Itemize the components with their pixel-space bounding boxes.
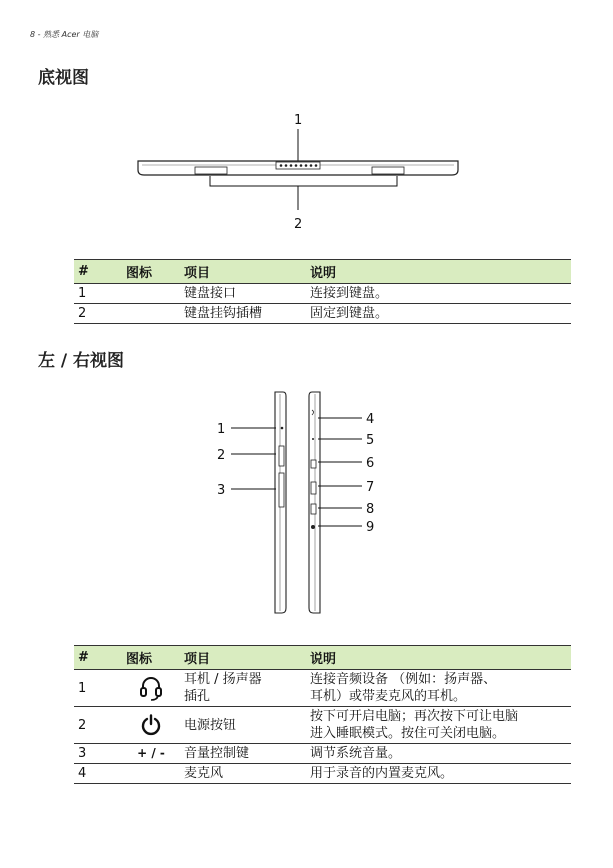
callout-4: 4 (366, 412, 375, 427)
row-num: 2 (74, 304, 122, 324)
callout-8: 8 (366, 502, 375, 517)
callout-1: 1 (294, 113, 303, 128)
bottom-view-diagram (0, 0, 613, 240)
table-row (74, 670, 571, 707)
callout-7: 7 (366, 480, 375, 495)
hook-slot-left (195, 167, 227, 174)
bottom-view-table (74, 259, 571, 324)
row-desc-line: 按下可开启电脑；再次按下可让电脑 (310, 709, 519, 724)
table-row (74, 764, 571, 784)
side-view-diagram (0, 380, 613, 625)
callout-2: 2 (294, 217, 303, 232)
row-item-line: 插孔 (184, 689, 211, 704)
row-icon (122, 670, 180, 707)
headset-icon (139, 675, 163, 701)
side-view-title: 左 / 右视图 (38, 351, 125, 371)
row-num: 1 (74, 284, 122, 304)
row-item: 麦克风 (180, 764, 306, 784)
row-desc: 固定到键盘。 (306, 304, 571, 324)
page-header: 8 - 熟悉 Acer 电脑 (30, 30, 99, 39)
row-item (180, 670, 306, 707)
row-num: 3 (74, 744, 122, 764)
row-num: 1 (74, 670, 122, 707)
table-row (74, 304, 571, 324)
col-num: # (74, 260, 122, 284)
row-desc: 用于录音的内置麦克风。 (306, 764, 571, 784)
bottom-view-title: 底视图 (38, 68, 89, 88)
callout-9: 9 (366, 520, 375, 535)
row-desc (306, 670, 571, 707)
power-icon (141, 714, 161, 736)
row-desc: 调节系统音量。 (306, 744, 571, 764)
keyboard-connector (276, 162, 320, 169)
row-item: 电源按钮 (180, 707, 306, 744)
row-icon (122, 284, 180, 304)
row-icon (122, 707, 180, 744)
row-item-line: 耳机 / 扬声器 (184, 672, 262, 687)
row-icon (122, 304, 180, 324)
row-desc-line: 连接音频设备 （例如：扬声器、 (310, 672, 497, 687)
col-icon: 图标 (122, 646, 180, 670)
row-item: 键盘挂钩插槽 (180, 304, 306, 324)
row-num: 2 (74, 707, 122, 744)
row-desc: 连接到键盘。 (306, 284, 571, 304)
col-item: 项目 (180, 646, 306, 670)
row-desc-line: 进入睡眠模式。按住可关闭电脑。 (310, 726, 506, 741)
volume-symbol: + / - (122, 744, 180, 764)
table-row (74, 707, 571, 744)
callout-5: 5 (366, 433, 375, 448)
col-item: 项目 (180, 260, 306, 284)
row-icon (122, 764, 180, 784)
callout-2: 2 (217, 448, 226, 463)
hook-slot-right (372, 167, 404, 174)
callout-3: 3 (217, 483, 226, 498)
col-desc: 说明 (306, 646, 571, 670)
col-num: # (74, 646, 122, 670)
col-desc: 说明 (306, 260, 571, 284)
table-row (74, 284, 571, 304)
callout-6: 6 (366, 456, 375, 471)
side-view-table (74, 645, 571, 784)
row-desc (306, 707, 571, 744)
col-icon: 图标 (122, 260, 180, 284)
tablet-right-side (309, 392, 320, 613)
row-num: 4 (74, 764, 122, 784)
row-desc-line: 耳机）或带麦克风的耳机。 (310, 689, 467, 704)
row-item: 键盘接口 (180, 284, 306, 304)
table-row (74, 744, 571, 764)
row-item: 音量控制键 (180, 744, 306, 764)
callout-1: 1 (217, 422, 226, 437)
